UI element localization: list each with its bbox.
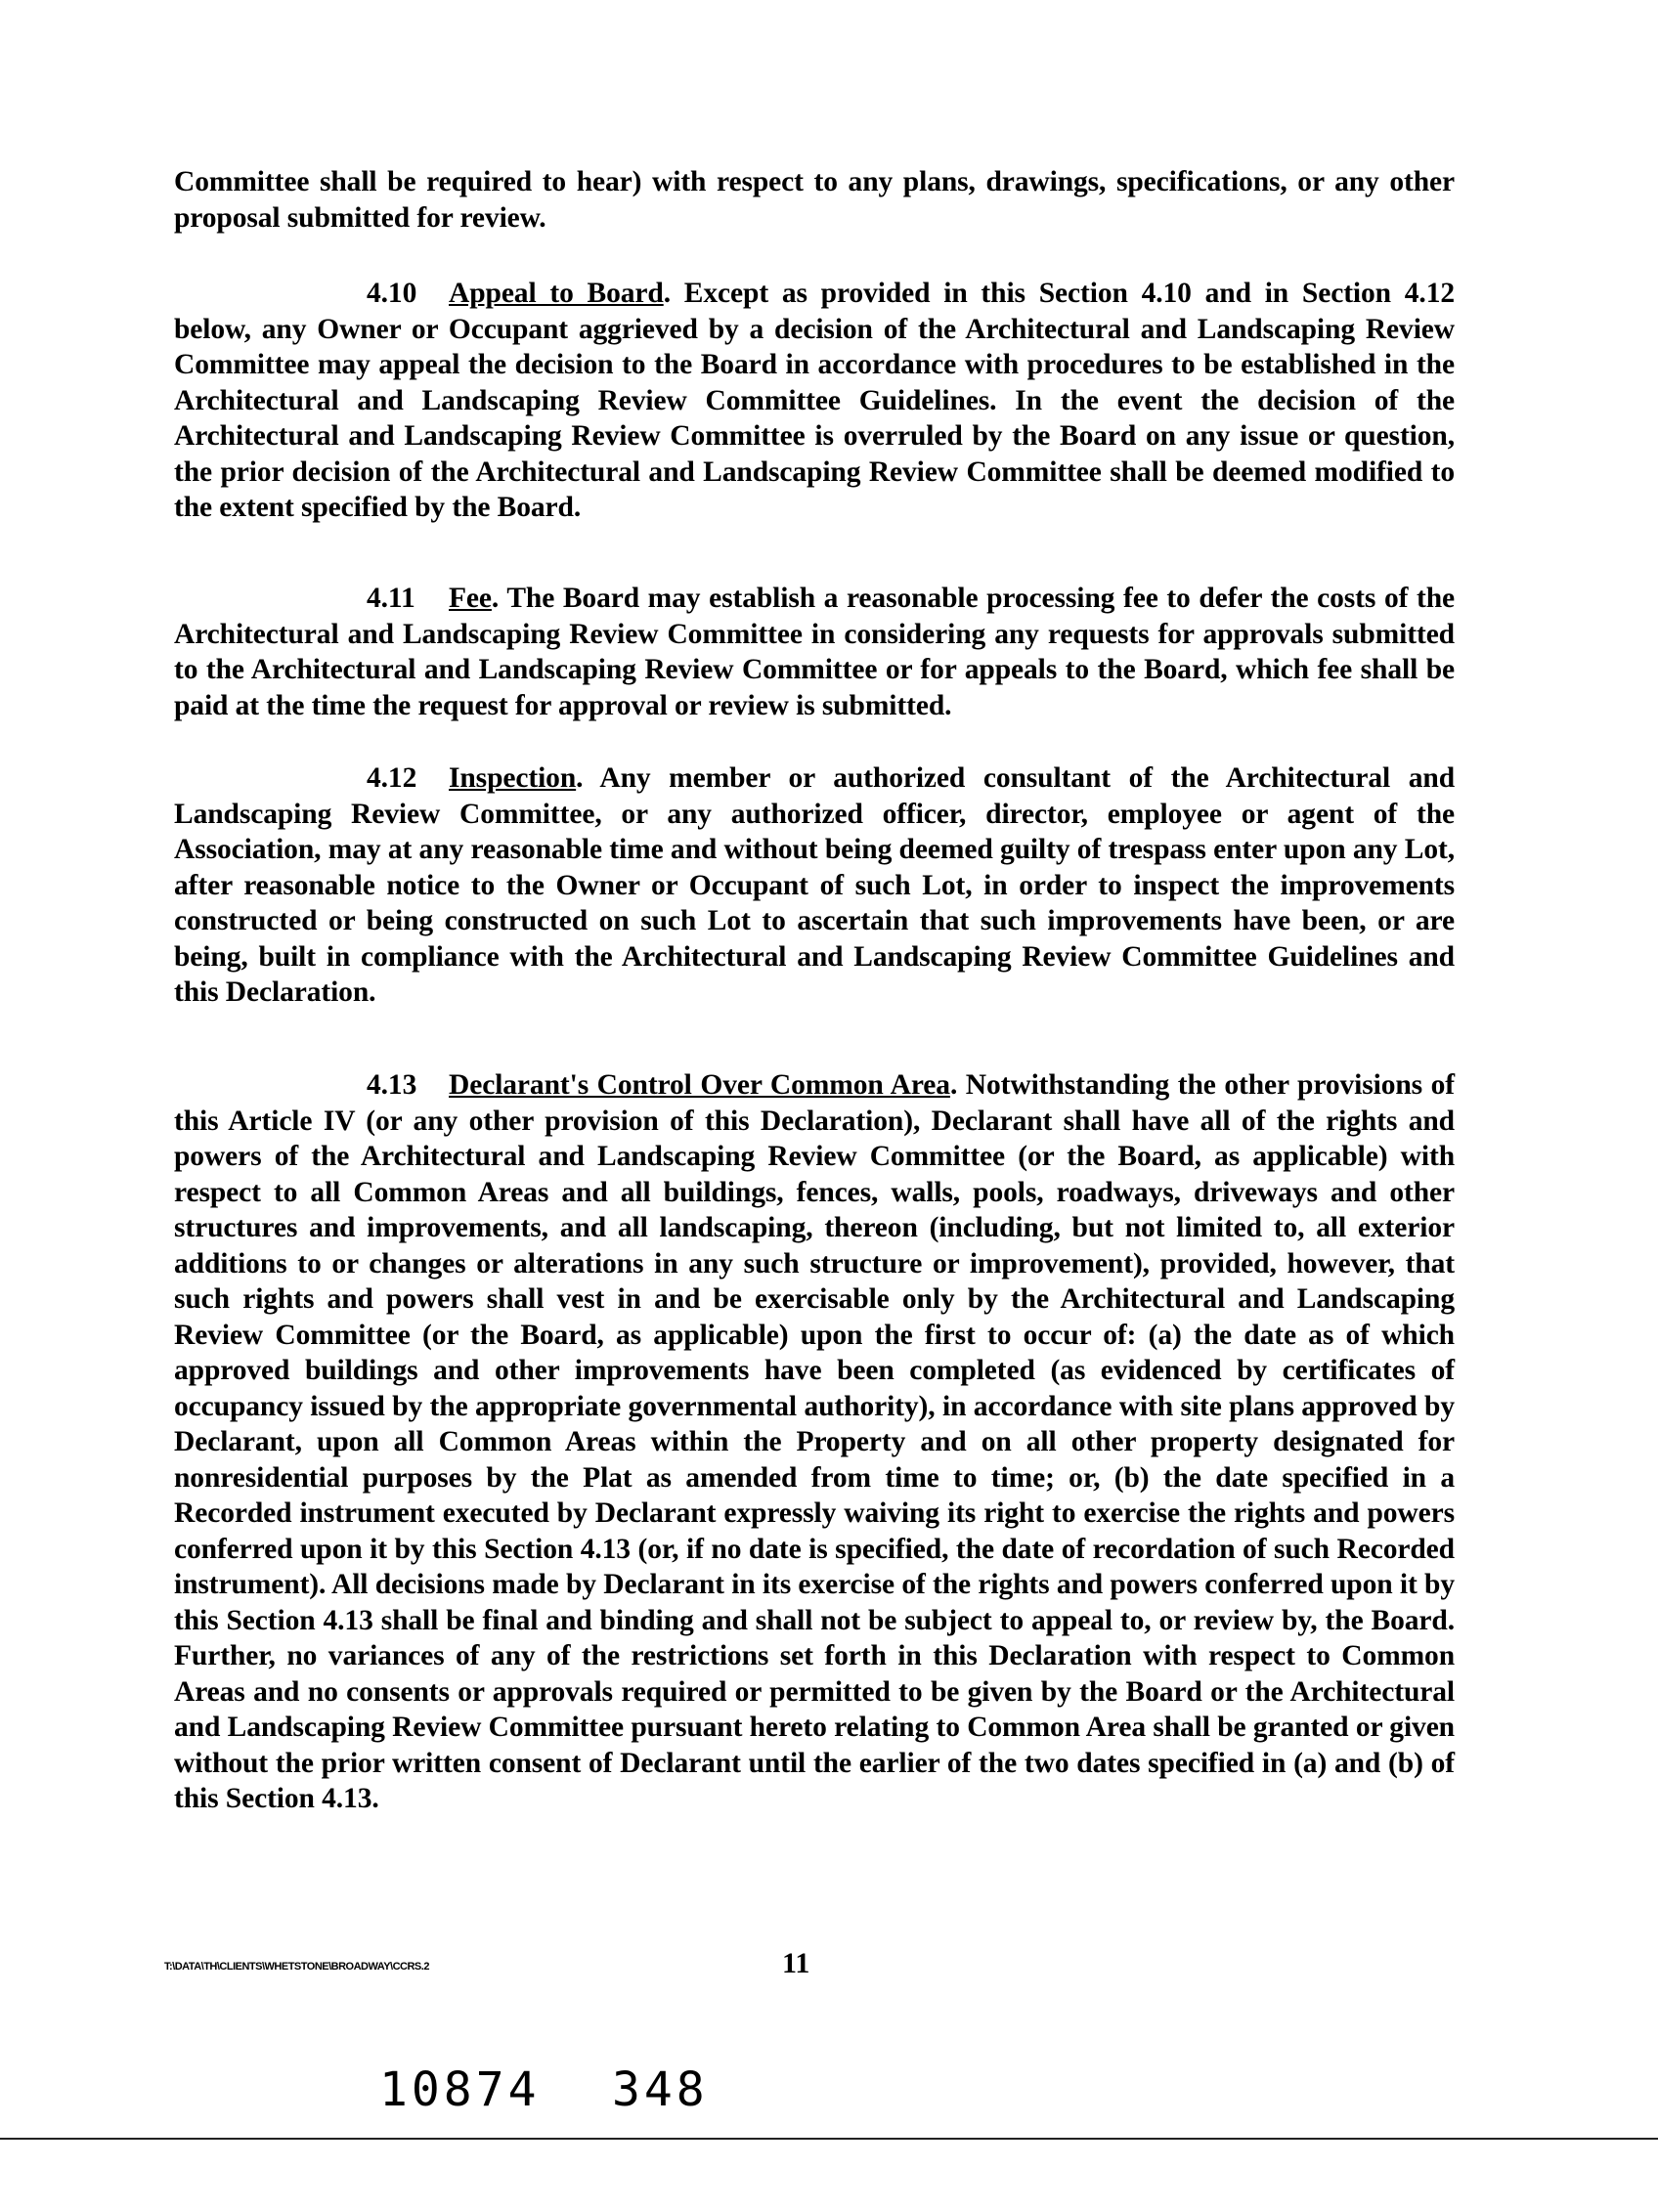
- section-body: . Any member or authorized consultant of the Architectural and Landscaping Review Committee, or any authorized officer, director, employee or agent of the Association, may at any reasonable time and without being deemed guilty of trespass enter upon any Lot, after reasonable notice to the Owner or Occupant of such Lot, in order to inspect the improvements constructed or being constructed on such Lot to ascertain that such improvements have been, or are being, built in compliance with the Architectural and Landscaping Review Committee Guidelines and this Declaration.: [174, 762, 1455, 1008]
- page-number: 11: [782, 1947, 810, 1979]
- section-number: 4.12: [367, 762, 417, 794]
- paragraph-text: Committee shall be required to hear) with respect to any plans, drawings, specifications, or any other proposal submitted for review.: [174, 166, 1455, 234]
- section-4-12: [174, 760, 1455, 1011]
- section-number: 4.13: [367, 1069, 417, 1101]
- section-body: . The Board may establish a reasonable processing fee to defer the costs of the Architectural and Landscaping Review Committee in considering any requests for approvals submitted to the Architectural and Landscaping Review Committee or for appeals to the Board, which fee shall be paid at the time the request for approval or review is submitted.: [174, 583, 1455, 721]
- section-4-13: [174, 1067, 1455, 1817]
- section-title: Fee: [449, 583, 492, 614]
- paragraph-continuation: [174, 164, 1455, 236]
- recording-book-number: 10874: [379, 2062, 541, 2117]
- section-4-11: [174, 581, 1455, 723]
- section-title: Declarant's Control Over Common Area: [449, 1069, 950, 1101]
- section-title: Inspection: [449, 762, 577, 794]
- section-title: Appeal to Board: [449, 278, 664, 309]
- section-number: 4.10: [367, 278, 417, 309]
- section-number: 4.11: [367, 583, 415, 614]
- scan-edge-line: [0, 2138, 1658, 2140]
- recording-page-number: 348: [612, 2062, 709, 2117]
- section-4-10: [174, 276, 1455, 526]
- section-body: . Notwithstanding the other provisions of this Article IV (or any other provision of this Declaration), Declarant shall have all of the rights and powers of the Architectural and Landscaping Review Committee (or the Board, as applicable) with respect to all Common Areas and all buildings, fences, walls, pools, roadways, driveways and other structures and improvements, and all landscaping, thereon (including, but not limited to, all exterior additions to or changes or alterations in any such structure or improvement), provided, however, that such rights and powers shall vest in and be exercisable only by the Architectural and Landscaping Review Committee (or the Board, as applicable) upon the first to occur of: (a) the date as of which approved buildings and other improvements have been completed (as evidenced by certificates of occupancy issued by the appropriate governmental authority), in accordance with site plans approved by Declarant, upon all Common Areas within the Property and on all other property designated for nonresidential purposes by the Plat as amended from time to time; or, (b) the date specified in a Recorded instrument executed by Declarant expressly waiving its right to exercise the rights and powers conferred upon it by this Section 4.13 (or, if no date is specified, the date of recordation of such Recorded instrument). All decisions made by Declarant in its exercise of the rights and powers conferred upon it by this Section 4.13 shall be final and binding and shall not be subject to appeal to, or review by, the Board. Further, no variances of any of the restrictions set forth in this Declaration with respect to Common Areas and no consents or approvals required or permitted to be given by the Board or the Architectural and Landscaping Review Committee pursuant hereto relating to Common Area shall be granted or given without the prior written consent of Declarant until the earlier of the two dates specified in (a) and (b) of this Section 4.13.: [174, 1069, 1455, 1814]
- section-body: . Except as provided in this Section 4.10 and in Section 4.12 below, any Owner or Occupant aggrieved by a decision of the Architectural and Landscaping Review Committee may appeal the decision to the Board in accordance with procedures to be established in the Architectural and Landscaping Review Committee Guidelines. In the event the decision of the Architectural and Landscaping Review Committee is overruled by the Board on any issue or question, the prior decision of the Architectural and Landscaping Review Committee shall be deemed modified to the extent specified by the Board.: [174, 278, 1455, 523]
- footer-file-path: T:\DATA\TH\CLIENTS\WHETSTONE\BROADWAY\CCRS.2: [164, 1961, 429, 1973]
